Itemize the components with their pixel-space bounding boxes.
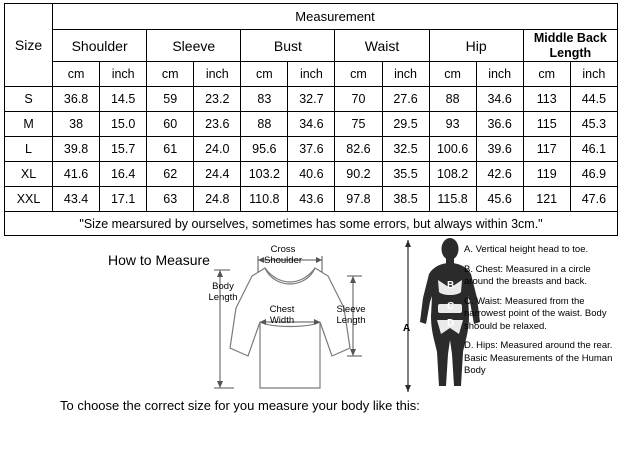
cell-value: 38 — [53, 112, 100, 137]
cell-value: 41.6 — [53, 162, 100, 187]
header-unit-5: inch — [288, 62, 335, 87]
cross-shoulder-label — [253, 244, 313, 266]
legend-item-c: C. Waist: Measured from the narrowest point of the waist. Body shoould be relaxed. — [464, 295, 607, 332]
header-group-middle-back-length: Middle Back Length — [523, 30, 617, 62]
cell-value: 39.8 — [53, 137, 100, 162]
cell-value: 43.6 — [288, 187, 335, 212]
cell-value: 38.5 — [382, 187, 429, 212]
cell-value: 93 — [429, 112, 476, 137]
measure-guide-section — [0, 236, 622, 466]
sleeve-length-label-line1: Sleeve — [336, 304, 366, 315]
header-group-bust: Bust — [241, 30, 335, 62]
cell-value: 115.8 — [429, 187, 476, 212]
size-note: "Size mearsured by ourselves, sometimes has some errors, but always within 3cm." — [5, 212, 618, 236]
cell-value: 24.4 — [194, 162, 241, 187]
cell-value: 17.1 — [100, 187, 147, 212]
cell-value: 115 — [523, 112, 570, 137]
cell-value: 113 — [523, 87, 570, 112]
header-group-hip: Hip — [429, 30, 523, 62]
row-size-label: M — [5, 112, 53, 137]
header-unit-10: cm — [523, 62, 570, 87]
header-unit-2: cm — [147, 62, 194, 87]
cell-value: 15.0 — [100, 112, 147, 137]
header-unit-4: cm — [241, 62, 288, 87]
header-group-shoulder: Shoulder — [53, 30, 147, 62]
table-row — [5, 187, 618, 212]
table-row — [5, 87, 618, 112]
cell-value: 42.6 — [476, 162, 523, 187]
cross-shoulder-label-line1: Cross — [270, 244, 296, 255]
cell-value: 110.8 — [241, 187, 288, 212]
cell-value: 29.5 — [382, 112, 429, 137]
header-unit-3: inch — [194, 62, 241, 87]
header-unit-1: inch — [100, 62, 147, 87]
cell-value: 82.6 — [335, 137, 382, 162]
cell-value: 88 — [429, 87, 476, 112]
header-unit-11: inch — [570, 62, 617, 87]
body-letter-b: B — [447, 280, 455, 291]
row-size-label: L — [5, 137, 53, 162]
cell-value: 47.6 — [570, 187, 617, 212]
cell-value: 36.8 — [53, 87, 100, 112]
measure-legend — [464, 244, 616, 378]
table-header-row-groups — [5, 30, 618, 62]
table-row — [5, 112, 618, 137]
header-unit-8: cm — [429, 62, 476, 87]
sleeve-length-label — [330, 304, 372, 326]
header-unit-0: cm — [53, 62, 100, 87]
size-chart-page — [0, 3, 622, 475]
cell-value: 75 — [335, 112, 382, 137]
header-size: Size — [5, 4, 53, 87]
body-length-label — [203, 281, 243, 303]
cell-value: 39.6 — [476, 137, 523, 162]
cell-value: 24.8 — [194, 187, 241, 212]
chest-width-label-line2: Width — [269, 315, 295, 326]
sleeve-length-label-line2: Length — [336, 315, 366, 326]
row-size-label: XL — [5, 162, 53, 187]
cell-value: 108.2 — [429, 162, 476, 187]
cell-value: 32.5 — [382, 137, 429, 162]
body-length-label-line2: Length — [208, 292, 238, 303]
cell-value: 23.6 — [194, 112, 241, 137]
header-unit-9: inch — [476, 62, 523, 87]
legend-item-d: D. Hips: Measured around the rear. Basic Measurements of the Human Body — [464, 340, 613, 376]
cell-value: 97.8 — [335, 187, 382, 212]
cell-value: 59 — [147, 87, 194, 112]
cross-shoulder-label-line2: Shoulder — [263, 255, 303, 266]
header-unit-6: cm — [335, 62, 382, 87]
cell-value: 16.4 — [100, 162, 147, 187]
chest-width-label — [255, 304, 309, 326]
cell-value: 70 — [335, 87, 382, 112]
legend-item-b: B. Chest: Measured in a circle around the breasts and back. — [464, 263, 591, 287]
cell-value: 34.6 — [288, 112, 335, 137]
cell-value: 95.6 — [241, 137, 288, 162]
cell-value: 23.2 — [194, 87, 241, 112]
cell-value: 37.6 — [288, 137, 335, 162]
table-header-row-units — [5, 62, 618, 87]
cell-value: 40.6 — [288, 162, 335, 187]
cell-value: 46.1 — [570, 137, 617, 162]
header-group-waist: Waist — [335, 30, 429, 62]
cell-value: 45.6 — [476, 187, 523, 212]
cell-value: 63 — [147, 187, 194, 212]
cell-value: 45.3 — [570, 112, 617, 137]
header-group-sleeve: Sleeve — [147, 30, 241, 62]
cell-value: 43.4 — [53, 187, 100, 212]
body-length-label-line1: Body — [212, 281, 234, 292]
row-size-label: XXL — [5, 187, 53, 212]
table-row — [5, 162, 618, 187]
row-size-label: S — [5, 87, 53, 112]
chest-width-label-line1: Chest — [269, 304, 295, 315]
legend-item-a: A. Vertical height head to toe. — [464, 244, 589, 255]
choose-size-text: To choose the correct size for you measure your body like this: — [60, 398, 420, 413]
table-note-row — [5, 212, 618, 236]
cell-value: 62 — [147, 162, 194, 187]
cell-value: 90.2 — [335, 162, 382, 187]
table-row — [5, 137, 618, 162]
cell-value: 117 — [523, 137, 570, 162]
cell-value: 61 — [147, 137, 194, 162]
cell-value: 88 — [241, 112, 288, 137]
cell-value: 35.5 — [382, 162, 429, 187]
cell-value: 32.7 — [288, 87, 335, 112]
how-to-measure-title: How to Measure — [108, 252, 210, 268]
cell-value: 60 — [147, 112, 194, 137]
cell-value: 44.5 — [570, 87, 617, 112]
cell-value: 46.9 — [570, 162, 617, 187]
cell-value: 15.7 — [100, 137, 147, 162]
header-measurement: Measurement — [53, 4, 618, 30]
body-letter-d: D — [447, 318, 455, 329]
cell-value: 83 — [241, 87, 288, 112]
cell-value: 34.6 — [476, 87, 523, 112]
header-unit-7: inch — [382, 62, 429, 87]
cell-value: 14.5 — [100, 87, 147, 112]
cell-value: 27.6 — [382, 87, 429, 112]
cell-value: 121 — [523, 187, 570, 212]
cell-value: 103.2 — [241, 162, 288, 187]
size-table — [4, 3, 618, 236]
body-letter-c: C — [447, 301, 455, 312]
cell-value: 100.6 — [429, 137, 476, 162]
table-header-row-measurement — [5, 4, 618, 30]
cell-value: 24.0 — [194, 137, 241, 162]
body-letter-a: A — [403, 323, 411, 334]
cell-value: 36.6 — [476, 112, 523, 137]
cell-value: 119 — [523, 162, 570, 187]
